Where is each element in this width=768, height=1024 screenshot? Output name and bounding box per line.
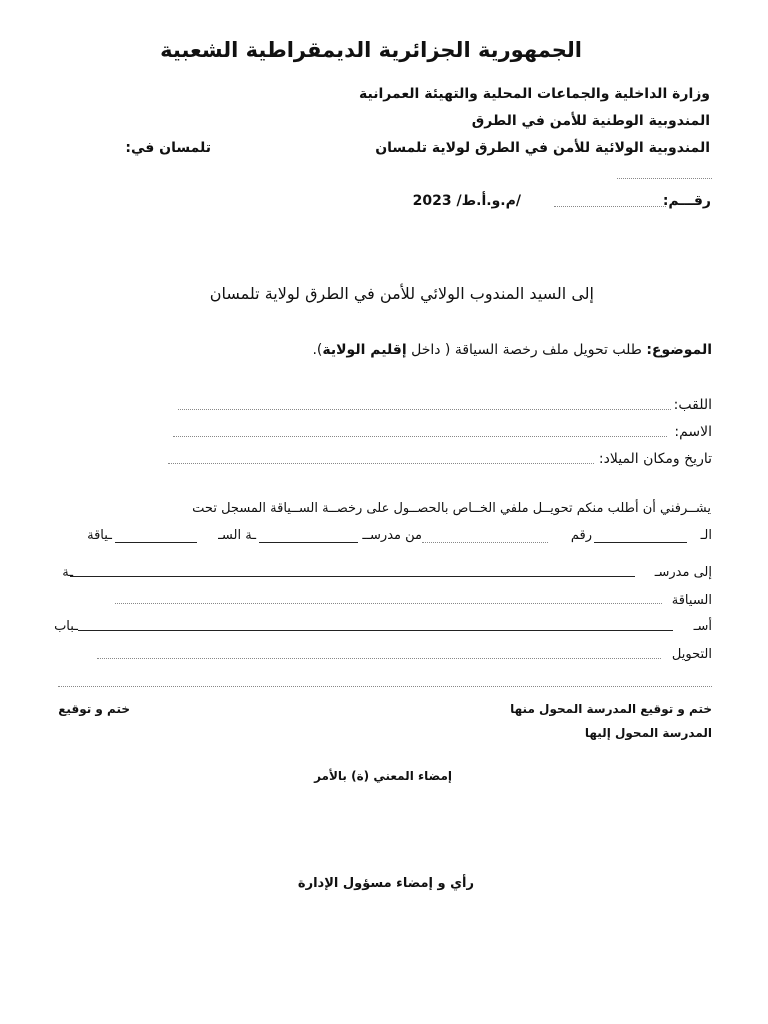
stamp-signature: ختم و توقيع — [58, 702, 130, 716]
reasons-end: ـباب — [54, 619, 78, 634]
reasons-start: أسـ — [693, 619, 712, 634]
surname-label: اللقب: — [673, 397, 712, 413]
to-school-line — [70, 576, 635, 577]
city-date-dots — [617, 178, 712, 179]
from-school-line-1 — [259, 542, 358, 543]
national-delegation-line: المندوبية الوطنية للأمن في الطرق — [471, 113, 710, 129]
school-end: ـياقة — [87, 528, 112, 543]
city-date-label: تلمسان في: — [125, 140, 211, 156]
name-label: الاسم: — [674, 424, 712, 440]
birth-field — [168, 463, 594, 464]
transfer-label: التحويل — [671, 647, 712, 662]
al-line — [594, 542, 687, 543]
subject-emphasis: إقليم الولاية — [322, 342, 407, 358]
ministry-line: وزارة الداخلية والجماعات المحلية والتهيئة العمرانية — [359, 86, 710, 102]
administration-signature: رأي و إمضاء مسؤول الإدارة — [297, 876, 474, 891]
reference-code: /م.و.أ.ط/ 2023 — [412, 193, 521, 209]
origin-school-stamp: ختم و توقيع المدرسة المحول منها — [510, 702, 712, 716]
wilaya-delegation-line: المندوبية الولائية للأمن في الطرق لولاية تلمسان — [375, 140, 710, 156]
subject-label: الموضوع: — [646, 342, 712, 358]
reference-number-dots — [554, 206, 666, 207]
surname-field — [178, 409, 671, 410]
name-field — [173, 436, 667, 437]
reference-number-label: رقـــم: — [662, 193, 711, 209]
republic-title: الجمهورية الجزائرية الديمقراطية الشعبية — [160, 38, 582, 62]
al-prefix: الـ — [700, 528, 712, 543]
from-school-line-2 — [115, 542, 197, 543]
request-line-1: يشــرفني أن أطلب منكم تحويــل ملفي الخــاص بالحصــول على رخصــة الســياقة المسجل تحت — [192, 501, 711, 516]
school-mid: ـة السـ — [218, 528, 256, 543]
birth-label: تاريخ ومكان الميلاد: — [598, 451, 712, 467]
from-school-label: من مدرســ — [362, 528, 422, 543]
subject-line — [312, 342, 712, 359]
extra-field — [58, 686, 712, 687]
number-field — [422, 542, 548, 543]
driving-label: السياقة — [671, 593, 712, 608]
subject-text: طلب تحويل ملف رخصة السياقة ( داخل — [411, 342, 642, 358]
applicant-signature: إمضاء المعني (ة) بالأمر — [314, 769, 452, 783]
to-school-label: إلى مدرسـ — [654, 565, 712, 580]
transfer-field — [97, 658, 661, 659]
subject-end: ). — [312, 342, 323, 358]
number-label: رقم — [570, 528, 592, 543]
destination-school-label: المدرسة المحول إليها — [584, 726, 712, 740]
reasons-line — [78, 630, 673, 631]
driving-field — [115, 603, 662, 604]
to-school-end: ـة — [62, 565, 73, 580]
recipient-line: إلى السيد المندوب الولائي للأمن في الطرق لولاية تلمسان — [209, 284, 594, 303]
